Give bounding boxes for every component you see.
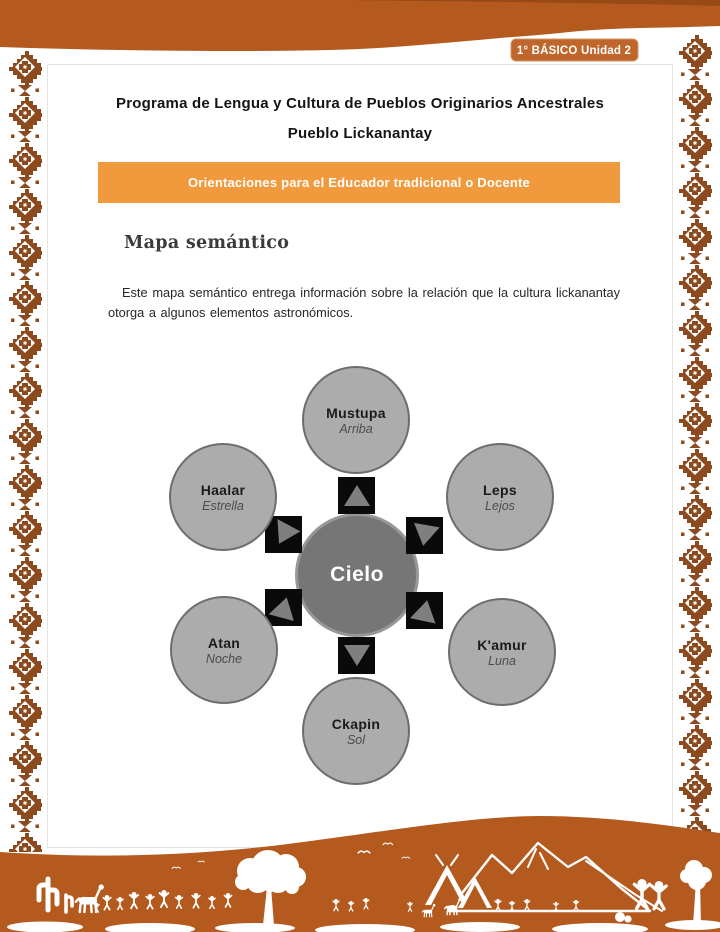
arrow-bottom-icon [338,637,375,674]
node-label: Mustupa [326,404,386,421]
node-leps [446,443,554,551]
arrow-lower-left-icon [265,589,302,626]
node-ckapin [302,677,410,785]
orientation-banner-label: Orientaciones para el Educador tradicional o Docente [188,175,530,190]
node-translation: Estrella [202,498,244,513]
node-label: Haalar [200,481,246,498]
unit-badge-label: 1° BÁSICO Unidad 2 [516,45,632,57]
arrow-lower-right-icon [406,592,443,629]
arrow-upper-right-icon [406,517,443,554]
center-node-label: Cielo [330,563,384,586]
footer-landscape-art [0,807,720,932]
pueblo-title: Pueblo Lickanantay [287,125,433,142]
orientation-banner [98,162,620,203]
section-heading: Mapa semántico [124,233,290,253]
node-translation: Lejos [485,498,515,513]
node-atan [170,596,278,704]
node-translation: Arriba [339,421,373,436]
andean-pattern-left [8,50,42,852]
node-translation: Noche [205,651,243,666]
top-banner-wave [0,0,720,64]
node-translation: Sol [346,732,366,747]
arrow-top-icon [338,477,375,514]
intro-paragraph: Este mapa semántico entrega información sobre la relación que la cultura lickanantay otorga a algunos elementos astronómicos. [108,285,620,321]
node-haalar [169,443,277,551]
program-title: Programa de Lengua y Cultura de Pueblos Originarios Ancestrales [115,95,604,112]
node-translation: Luna [488,653,516,668]
node-label: Atan [207,634,241,651]
center-node-cielo [295,513,419,637]
node-mustupa [302,366,410,474]
node-kamur [448,598,556,706]
unit-badge [511,39,638,61]
andean-pattern-right [678,34,712,836]
node-label: Ckapin [331,715,381,732]
node-label: Leps [483,481,517,498]
node-label: K'amur [477,636,527,653]
